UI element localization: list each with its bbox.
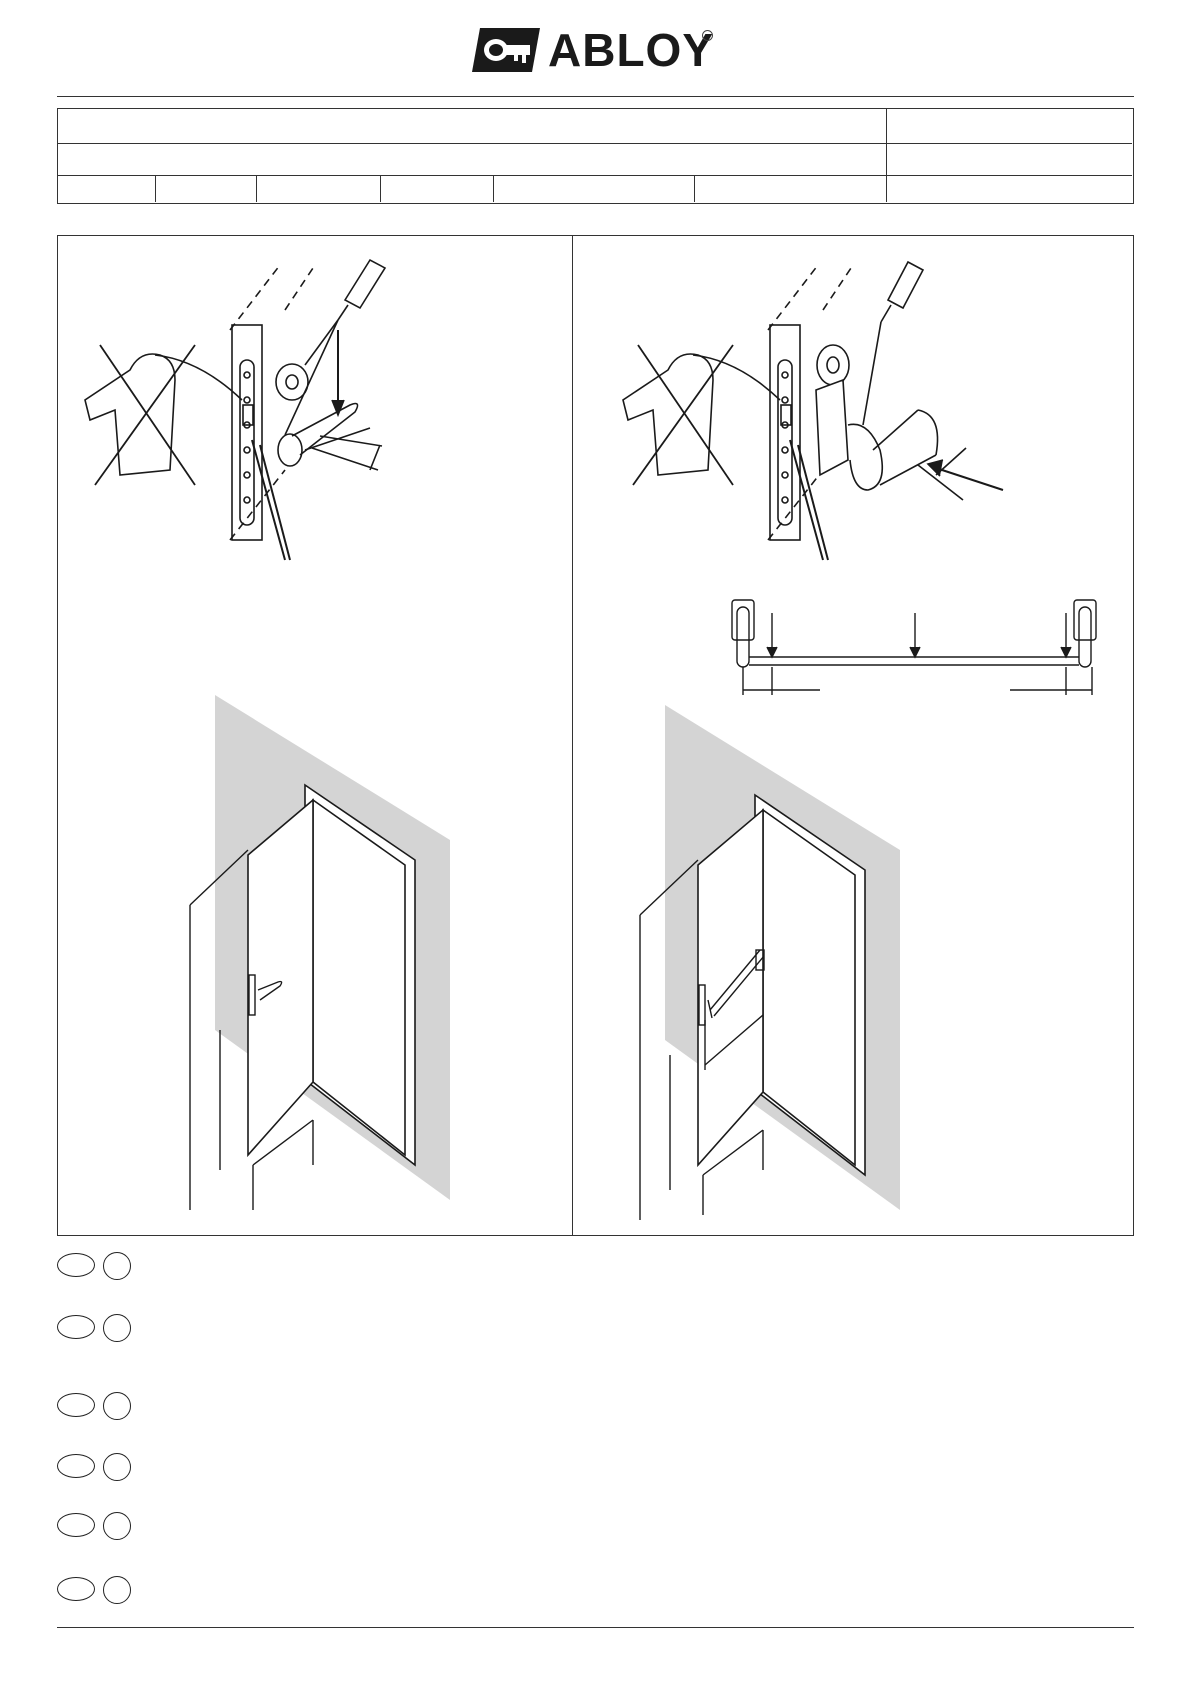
language-oval-marker bbox=[57, 1454, 95, 1478]
language-circle-marker bbox=[103, 1392, 131, 1420]
table-cell-divider bbox=[493, 175, 494, 202]
header-divider bbox=[57, 96, 1134, 97]
brand-wordmark: ABLOY bbox=[548, 24, 714, 76]
table-col-divider bbox=[886, 109, 887, 202]
pushbar-elevation-diagram bbox=[720, 595, 1110, 705]
door-with-pushbar-illustration bbox=[630, 700, 920, 1220]
language-marker-row bbox=[57, 1392, 147, 1420]
table-cell-divider bbox=[256, 175, 257, 202]
language-oval-marker bbox=[57, 1577, 95, 1601]
table-cell-divider bbox=[155, 175, 156, 202]
language-circle-marker bbox=[103, 1252, 131, 1280]
registered-mark bbox=[702, 30, 713, 41]
document-info-table bbox=[57, 108, 1134, 204]
language-circle-marker bbox=[103, 1314, 131, 1342]
pushbar-lubrication-illustration bbox=[618, 250, 1058, 580]
key-emblem-icon bbox=[470, 26, 542, 74]
language-oval-marker bbox=[57, 1393, 95, 1417]
footer-divider bbox=[57, 1627, 1134, 1628]
language-oval-marker bbox=[57, 1253, 95, 1277]
door-with-lever-illustration bbox=[180, 690, 470, 1210]
language-marker-row bbox=[57, 1576, 147, 1604]
language-circle-marker bbox=[103, 1453, 131, 1481]
table-row-divider bbox=[58, 143, 1132, 144]
table-cell-divider bbox=[694, 175, 695, 202]
language-marker-row bbox=[57, 1314, 147, 1342]
language-oval-marker bbox=[57, 1513, 95, 1537]
language-circle-marker bbox=[103, 1576, 131, 1604]
language-circle-marker bbox=[103, 1512, 131, 1540]
language-oval-marker bbox=[57, 1315, 95, 1339]
language-marker-row bbox=[57, 1453, 147, 1481]
illustration-panel-divider bbox=[572, 235, 573, 1236]
table-cell-divider bbox=[380, 175, 381, 202]
language-marker-row bbox=[57, 1512, 147, 1540]
brand-logo bbox=[470, 22, 730, 78]
language-marker-row bbox=[57, 1252, 147, 1280]
lever-lubrication-illustration bbox=[80, 250, 520, 580]
table-row-divider bbox=[58, 175, 1132, 176]
